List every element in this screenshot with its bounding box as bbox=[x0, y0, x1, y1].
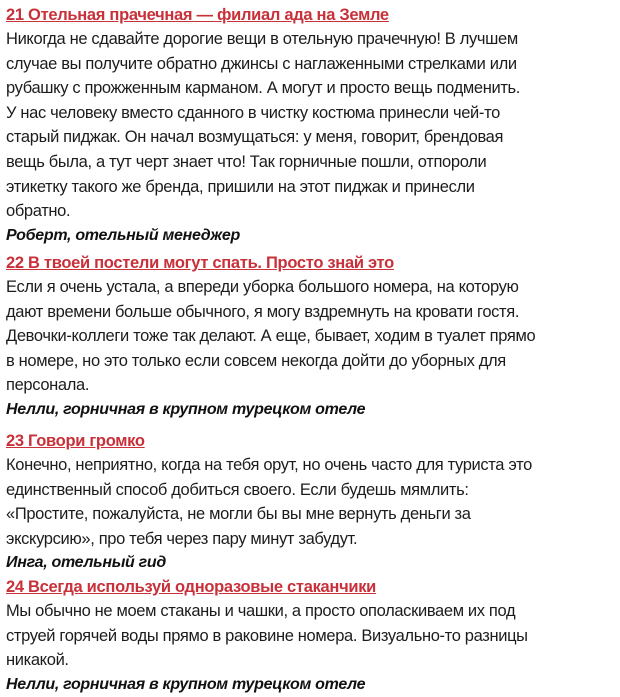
author-attribution: Роберт, отельный менеджер bbox=[6, 226, 240, 244]
section-body bbox=[6, 599, 528, 673]
section-body bbox=[6, 275, 535, 398]
section-heading: 24 Всегда используй одноразовые стаканчики bbox=[6, 578, 377, 596]
body-line: У нас человеку вместо сданного в чистку костюма принесли чей-то bbox=[6, 103, 500, 122]
tip-section-22 bbox=[6, 251, 535, 422]
body-line: струей горячей воды прямо в раковине номера. Визуально-то разницы bbox=[6, 626, 528, 645]
body-line: персонала. bbox=[6, 376, 90, 395]
body-line: вещь была, а тут черт знает что! Так горничные пошли, отпороли bbox=[6, 152, 487, 171]
body-line: старый пиджак. Он начал возмущаться: у меня, говорит, брендовая bbox=[6, 128, 504, 147]
section-heading: 23 Говори громко bbox=[6, 432, 145, 450]
body-line: экскурсию», про тебя через пару минут забудут. bbox=[6, 529, 358, 548]
body-line: никакой. bbox=[6, 651, 69, 670]
body-line: обратно. bbox=[6, 202, 71, 221]
body-line: Девочки-коллеги тоже так делают. А еще, бывает, ходим в туалет прямо bbox=[6, 327, 536, 346]
body-line: в номере, но это только если совсем некогда дойти до уборных для bbox=[6, 351, 506, 370]
body-line: рубашку с прожженным карманом. А могут и просто вещь подменить. bbox=[6, 79, 521, 98]
section-body bbox=[6, 27, 520, 224]
tip-section-24 bbox=[6, 575, 528, 697]
section-heading: 22 В твоей постели могут спать. Просто знай это bbox=[6, 254, 394, 272]
section-heading: 21 Отельная прачечная — филиал ада на Земле bbox=[6, 6, 389, 24]
body-line: Если я очень устала, а впереди уборка большого номера, на которую bbox=[6, 278, 519, 296]
section-body bbox=[6, 453, 532, 551]
body-line: случае вы получите обратно джинсы с наглаженными стрелками или bbox=[6, 54, 517, 73]
tip-section-21 bbox=[6, 3, 520, 248]
author-attribution: Нелли, горничная в крупном турецком отеле bbox=[6, 400, 366, 418]
author-attribution: Нелли, горничная в крупном турецком отеле bbox=[6, 675, 366, 693]
body-line: Конечно, неприятно, когда на тебя орут, но очень часто для туриста это bbox=[6, 456, 532, 474]
author-attribution: Инга, отельный гид bbox=[6, 554, 166, 572]
tip-section-23 bbox=[6, 429, 532, 575]
body-line: Мы обычно не моем стаканы и чашки, а просто ополаскиваем их под bbox=[6, 602, 516, 620]
body-line: единственный способ добиться своего. Если будешь мямлить: bbox=[6, 480, 469, 499]
body-line: этикетку такого же бренда, пришили на этот пиджак и принесли bbox=[6, 177, 475, 196]
body-line: дают времени больше обычного, я могу вздремнуть на кровати гостя. bbox=[6, 302, 520, 321]
body-line: «Простите, пожалуйста, не могли бы вы мне вернуть деньги за bbox=[6, 505, 471, 524]
body-line: Никогда не сдавайте дорогие вещи в отельную прачечную! В лучшем bbox=[6, 30, 518, 48]
